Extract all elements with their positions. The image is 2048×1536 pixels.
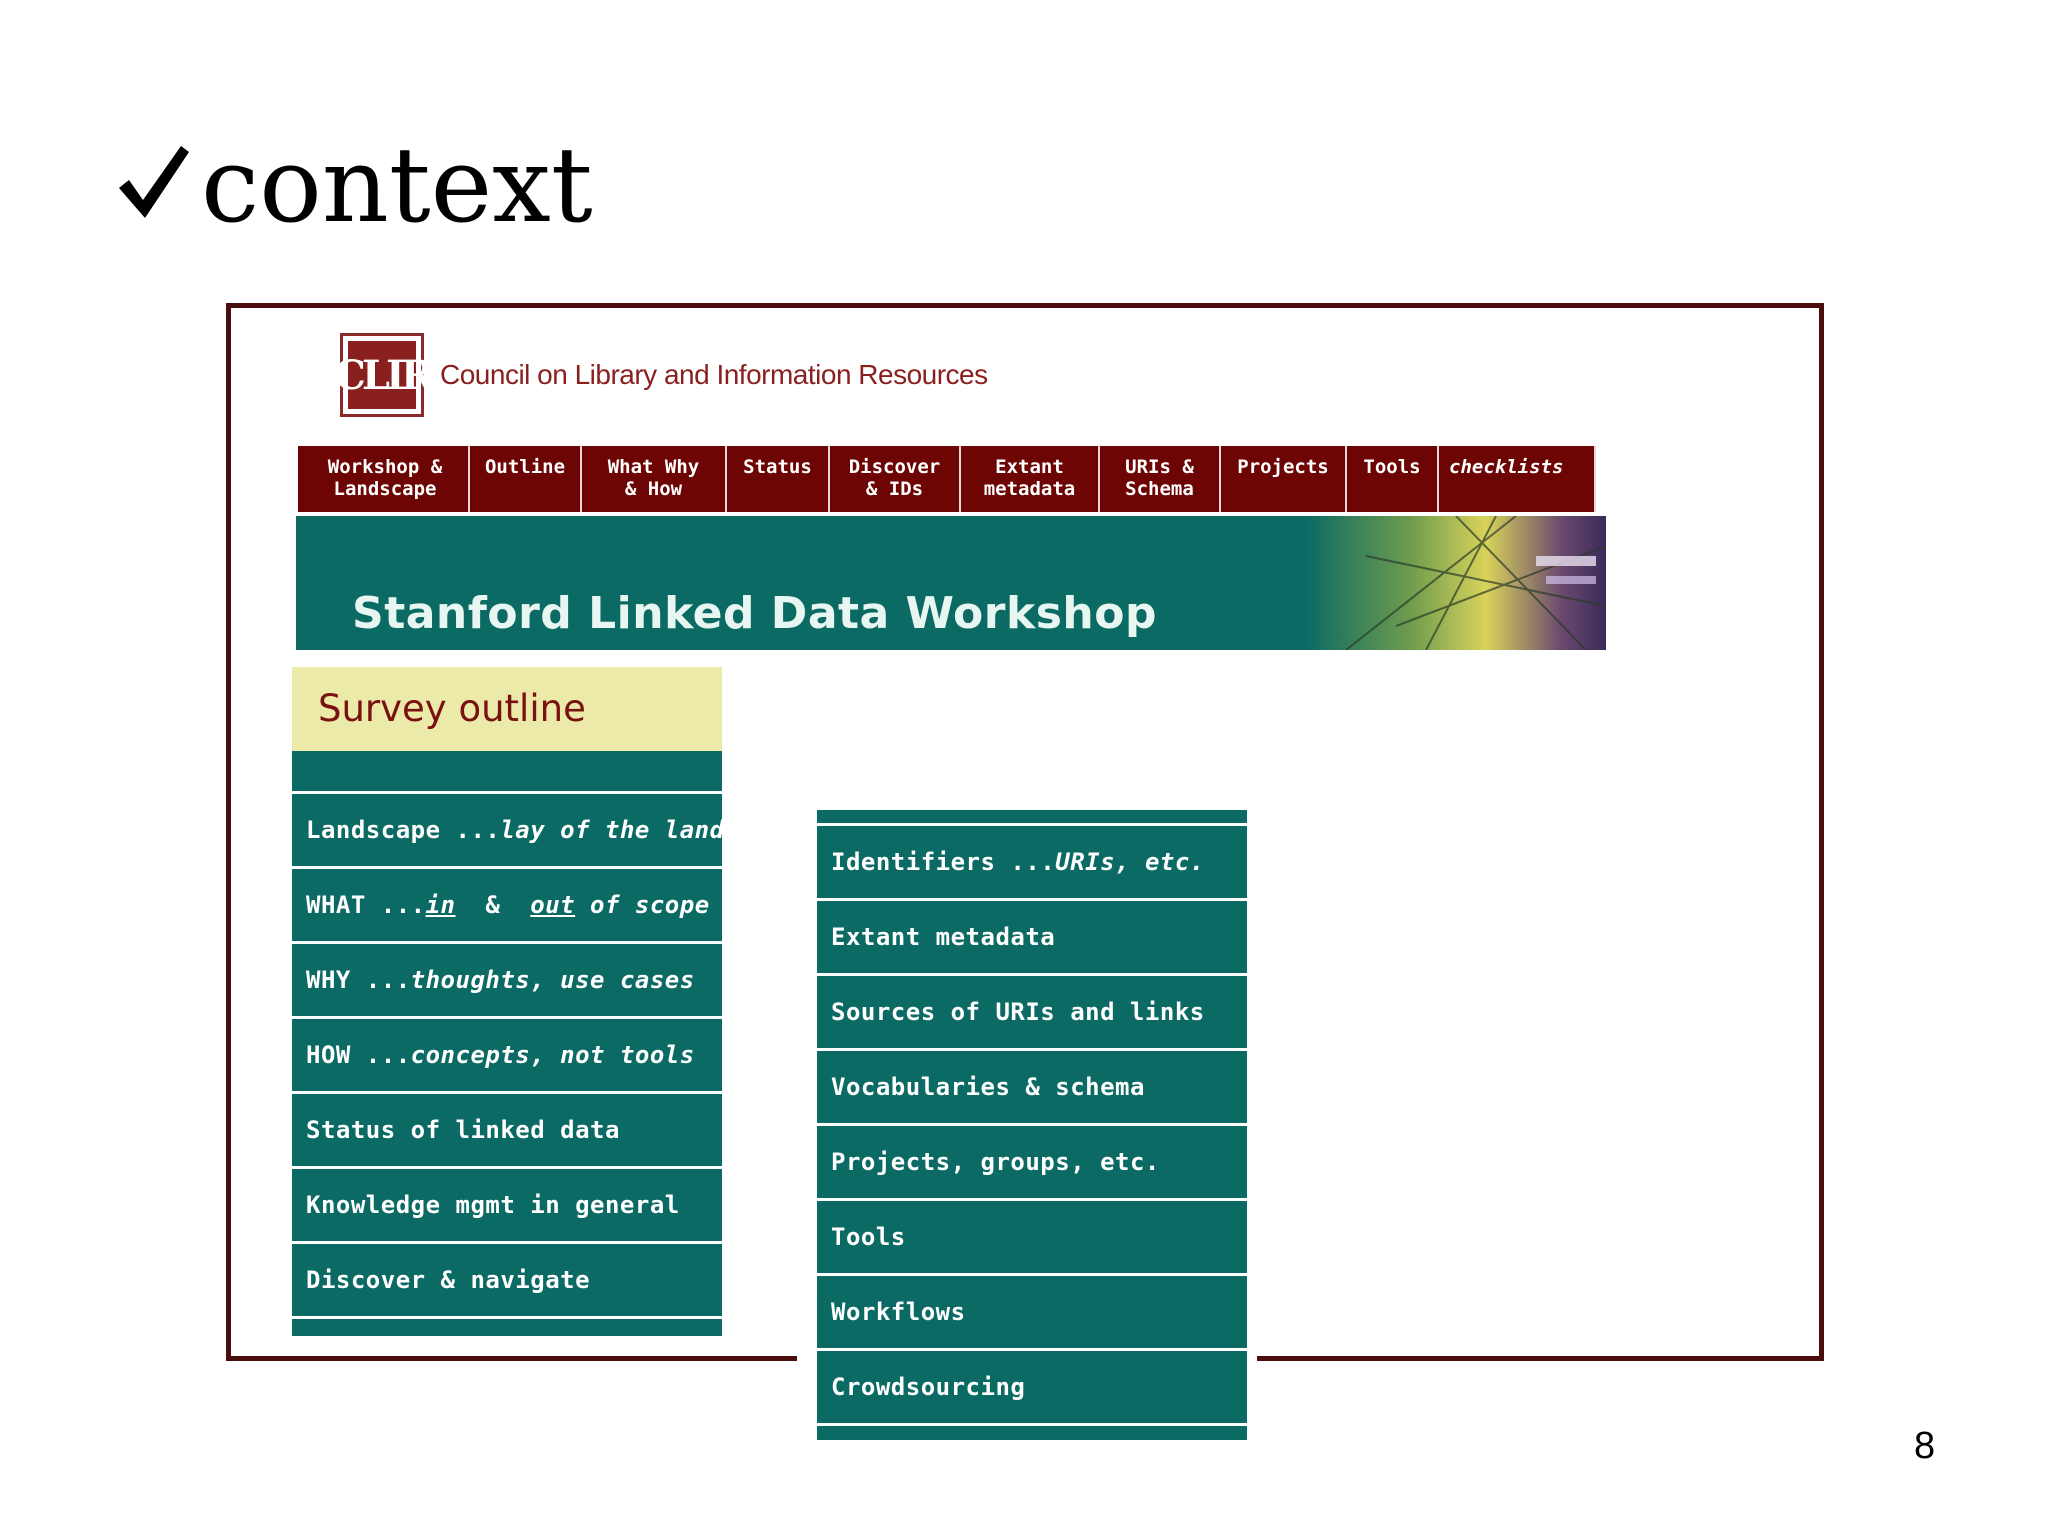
- menu-item-label: Crowdsourcing: [831, 1373, 1026, 1401]
- menu-item-extant-metadata[interactable]: [817, 901, 1247, 976]
- menu-item-label: Identifiers ...: [831, 848, 1056, 876]
- menu-link-in[interactable]: in: [425, 891, 456, 919]
- menu-item-crowdsourcing[interactable]: [817, 1351, 1247, 1426]
- nav-tools[interactable]: Tools: [1347, 446, 1439, 512]
- survey-outline-heading-text: Survey outline: [318, 687, 586, 730]
- slide-title: [115, 124, 593, 246]
- workshop-banner: [296, 516, 1606, 650]
- menu-item-label: Projects, groups, etc.: [831, 1148, 1160, 1176]
- menu-link-out[interactable]: out: [530, 891, 576, 919]
- nav-uris-schema[interactable]: URIs & Schema: [1100, 446, 1221, 512]
- nav-discover-ids[interactable]: Discover & IDs: [830, 446, 961, 512]
- menu-item-label: Tools: [831, 1223, 906, 1251]
- menu-item-status[interactable]: [292, 1094, 722, 1169]
- survey-outline-heading: [292, 667, 722, 751]
- menu-item-label-italic: lay of the land: [500, 816, 725, 844]
- menu-item-label: &: [455, 891, 531, 919]
- menu-item-label-italic: concepts, not tools: [410, 1041, 695, 1069]
- nav-what-why-how[interactable]: What Why & How: [582, 446, 727, 512]
- menu-item-identifiers[interactable]: [817, 826, 1247, 901]
- clir-logo[interactable]: [334, 333, 430, 417]
- menu-item-projects-groups[interactable]: [817, 1126, 1247, 1201]
- menu-item-label: Sources of URIs and links: [831, 998, 1205, 1026]
- slide-title-text: context: [201, 124, 593, 246]
- menu-item-how[interactable]: [292, 1019, 722, 1094]
- org-name[interactable]: Council on Library and Information Resources: [440, 359, 988, 390]
- nav-status[interactable]: Status: [727, 446, 830, 512]
- menu-item-label: WHY ...: [306, 966, 411, 994]
- menu-item-what[interactable]: [292, 869, 722, 944]
- menu-item-sources-uris[interactable]: [817, 976, 1247, 1051]
- menu-item-why[interactable]: [292, 944, 722, 1019]
- survey-menu-left: [292, 751, 725, 1336]
- nav-workshop-landscape[interactable]: Workshop & Landscape: [302, 446, 470, 512]
- menu-item-label: Vocabularies & schema: [831, 1073, 1145, 1101]
- top-nav: [298, 446, 1596, 512]
- nav-extant-metadata[interactable]: Extant metadata: [961, 446, 1100, 512]
- menu-item-knowledge-mgmt[interactable]: [292, 1169, 722, 1244]
- nav-projects[interactable]: Projects: [1221, 446, 1347, 512]
- menu-item-label: HOW ...: [306, 1041, 411, 1069]
- menu-item-label: Extant metadata: [831, 923, 1056, 951]
- site-header: [334, 333, 988, 417]
- menu-item-landscape[interactable]: [292, 794, 725, 869]
- nav-checklists[interactable]: checklists: [1439, 446, 1596, 512]
- menu-item-discover-navigate[interactable]: [292, 1244, 722, 1319]
- menu-item-workflows[interactable]: [817, 1276, 1247, 1351]
- menu-item-label: Landscape ...: [306, 816, 501, 844]
- menu-item-label: Workflows: [831, 1298, 966, 1326]
- menu-item-label: Knowledge mgmt in general: [306, 1191, 680, 1219]
- menu-item-label: Status of linked data: [306, 1116, 620, 1144]
- menu-item-label: Discover & navigate: [306, 1266, 591, 1294]
- banner-art-image: [1306, 516, 1606, 650]
- menu-item-vocabularies[interactable]: [817, 1051, 1247, 1126]
- checkmark-icon: [115, 142, 191, 222]
- menu-spacer: [292, 751, 722, 794]
- nav-outline[interactable]: Outline: [470, 446, 582, 512]
- menu-item-label-italic: URIs, etc.: [1055, 848, 1205, 876]
- menu-item-label-italic: of scope: [575, 891, 710, 919]
- clir-logo-letters: CLIR: [348, 341, 416, 409]
- menu-item-label: WHAT ...: [306, 891, 426, 919]
- menu-item-tools[interactable]: [817, 1201, 1247, 1276]
- page-number: 8: [1914, 1425, 1936, 1467]
- banner-title: Stanford Linked Data Workshop: [352, 588, 1157, 639]
- menu-item-label-italic: thoughts, use cases: [410, 966, 695, 994]
- survey-menu-right: [817, 810, 1247, 1440]
- menu-spacer: [817, 810, 1247, 826]
